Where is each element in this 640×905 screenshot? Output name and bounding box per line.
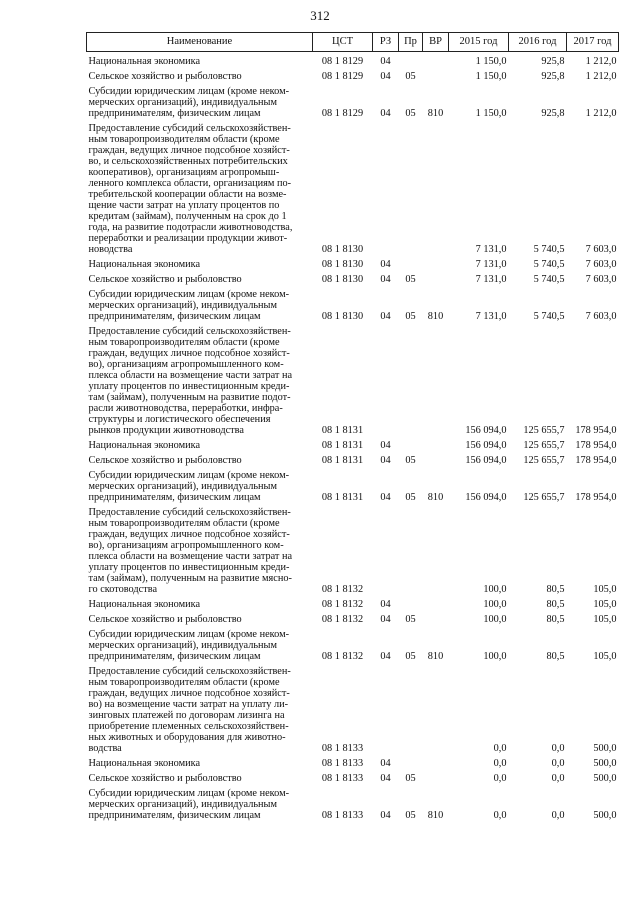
cell-rz: 04 (380, 492, 391, 503)
name-line: рынков продукции животноводства (88, 425, 244, 436)
name-line: граждан, ведущих личное подсобное хозяйст- (88, 688, 290, 699)
cell-2015: 156 094,0 (465, 425, 507, 436)
name-line: плекса области на возмещение части затрат на (88, 370, 293, 381)
cell-rz: 04 (380, 614, 391, 625)
name-line: мерческих организаций), индивидуальным (88, 640, 277, 651)
cell-2015: 1 150,0 (475, 56, 507, 67)
name-line: граждан, ведущих личное подсобное хозяйст- (88, 348, 290, 359)
cell-2017: 7 603,0 (585, 311, 617, 322)
cell-cst: 08 1 8131 (321, 425, 364, 436)
name-line: переработки и реализации продукции живот- (88, 233, 288, 244)
cell-cst: 08 1 8130 (321, 274, 364, 285)
name-line: граждан, ведущих личное подсобное хозяйст- (88, 145, 290, 156)
cell-rz (373, 119, 399, 255)
header-2015: 2015 год (449, 33, 509, 52)
cell-2015: 156 094,0 (465, 440, 507, 451)
cell-pr: 05 (405, 71, 416, 82)
table-row (87, 82, 619, 119)
header-rz: РЗ (373, 33, 399, 52)
name-line: водства (88, 743, 122, 754)
cell-2017: 7 603,0 (585, 259, 617, 270)
name-line: во) на возмещение части затрат на уплату ли- (88, 699, 289, 710)
table-body (87, 52, 619, 822)
name-line: Субсидии юридическим лицам (кроме неком- (88, 289, 290, 300)
cell-rz: 04 (380, 440, 391, 451)
name-line: плекса области на возмещение части затрат на (88, 551, 293, 562)
name-line: зинговых платежей по договорам лизинга на (88, 710, 285, 721)
cell-rz: 04 (380, 311, 391, 322)
table-row (87, 451, 619, 466)
cell-2017: 178 954,0 (575, 492, 617, 503)
name-line: требительской кооперации области на возме- (88, 189, 287, 200)
name-line: Предоставление субсидий сельскохозяйствен- (88, 326, 291, 337)
cell-2015: 100,0 (483, 599, 507, 610)
cell-2016: 80,5 (546, 651, 565, 662)
name-line: Субсидии юридическим лицам (кроме неком- (88, 629, 290, 640)
table-row (87, 255, 619, 270)
cell-2016: 125 655,7 (523, 492, 565, 503)
name-line: Субсидии юридическим лицам (кроме неком- (88, 470, 290, 481)
cell-pr: 05 (405, 274, 416, 285)
cell-pr (399, 322, 423, 436)
cell-cst: 08 1 8131 (321, 440, 364, 451)
budget-table (86, 32, 619, 821)
cell-2016: 5 740,5 (533, 311, 565, 322)
cell-pr (399, 503, 423, 595)
cell-vr: 810 (427, 108, 444, 119)
name-line: новодства (88, 244, 133, 255)
name-line: расли животноводства, переработки, инфра- (88, 403, 283, 414)
cell-vr (423, 67, 449, 82)
name-line: предпринимателям, физическим лицам (88, 810, 261, 821)
cell-cst: 08 1 8132 (321, 599, 364, 610)
table-row (87, 769, 619, 784)
cell-cst: 08 1 8133 (321, 758, 364, 769)
cell-vr: 810 (427, 311, 444, 322)
cell-2017: 500,0 (593, 773, 617, 784)
cell-2016: 5 740,5 (533, 244, 565, 255)
cell-2016: 925,8 (541, 71, 565, 82)
cell-vr (423, 270, 449, 285)
cell-name (87, 754, 313, 769)
header-name: Наименование (87, 33, 313, 52)
name-line: Сельское хозяйство и рыболовство (88, 71, 242, 82)
cell-pr (399, 662, 423, 754)
cell-2017: 105,0 (593, 599, 617, 610)
cell-rz: 04 (380, 56, 391, 67)
cell-2016: 5 740,5 (533, 274, 565, 285)
name-line: Сельское хозяйство и рыболовство (88, 614, 242, 625)
cell-2016: 80,5 (546, 599, 565, 610)
name-line: Национальная экономика (88, 758, 201, 769)
cell-2015: 1 150,0 (475, 108, 507, 119)
name-line: во), организациям агропромышленного ком- (88, 540, 284, 551)
cell-name (87, 784, 313, 821)
table-row (87, 466, 619, 503)
cell-pr (399, 255, 423, 270)
name-line: ных животных и оборудования для животно- (88, 732, 286, 743)
name-line: ным товаропроизводителям области (кроме (88, 518, 280, 529)
cell-2015: 7 131,0 (475, 259, 507, 270)
cell-pr (399, 52, 423, 68)
cell-2016: 80,5 (546, 614, 565, 625)
cell-2016: 925,8 (541, 108, 565, 119)
table-row (87, 270, 619, 285)
header-vr: ВР (423, 33, 449, 52)
cell-2017: 178 954,0 (575, 455, 617, 466)
cell-vr (423, 119, 449, 255)
name-line: уплату процентов по инвестиционным креди- (88, 381, 290, 392)
name-line: Национальная экономика (88, 440, 201, 451)
cell-rz: 04 (380, 108, 391, 119)
cell-2017: 1 212,0 (585, 71, 617, 82)
cell-2015: 156 094,0 (465, 492, 507, 503)
table-row (87, 52, 619, 68)
cell-cst: 08 1 8131 (321, 492, 364, 503)
cell-cst: 08 1 8129 (321, 108, 364, 119)
cell-name (87, 255, 313, 270)
cell-2015: 0,0 (493, 810, 507, 821)
cell-2016: 125 655,7 (523, 425, 565, 436)
cell-name (87, 285, 313, 322)
cell-name (87, 82, 313, 119)
cell-2015: 0,0 (493, 743, 507, 754)
cell-pr: 05 (405, 108, 416, 119)
name-line: Предоставление субсидий сельскохозяйствен- (88, 507, 291, 518)
cell-rz: 04 (380, 651, 391, 662)
name-line: там (займам), полученным на развитие мясно- (88, 573, 292, 584)
name-line: Сельское хозяйство и рыболовство (88, 773, 242, 784)
cell-2015: 0,0 (493, 773, 507, 784)
header-2017: 2017 год (567, 33, 619, 52)
cell-name (87, 610, 313, 625)
cell-rz: 04 (380, 758, 391, 769)
cell-pr (399, 436, 423, 451)
name-line: Национальная экономика (88, 599, 201, 610)
cell-cst: 08 1 8131 (321, 455, 364, 466)
table-row (87, 784, 619, 821)
cell-vr (423, 595, 449, 610)
table-row (87, 625, 619, 662)
header-2016: 2016 год (509, 33, 567, 52)
table-row (87, 610, 619, 625)
cell-cst: 08 1 8129 (321, 56, 364, 67)
cell-rz (373, 503, 399, 595)
cell-rz: 04 (380, 599, 391, 610)
cell-2017: 105,0 (593, 584, 617, 595)
cell-name (87, 436, 313, 451)
cell-vr: 810 (427, 810, 444, 821)
table-row (87, 754, 619, 769)
cell-name (87, 52, 313, 68)
name-line: Национальная экономика (88, 56, 201, 67)
cell-2016: 125 655,7 (523, 440, 565, 451)
name-line: Предоставление субсидий сельскохозяйствен- (88, 666, 291, 677)
name-line: кооперативов), организациям агропромыш- (88, 167, 280, 178)
cell-name (87, 662, 313, 754)
cell-name (87, 466, 313, 503)
cell-rz (373, 662, 399, 754)
cell-pr (399, 754, 423, 769)
cell-name (87, 769, 313, 784)
cell-2015: 7 131,0 (475, 274, 507, 285)
name-line: щение части затрат на уплату процентов по (88, 200, 280, 211)
cell-vr: 810 (427, 651, 444, 662)
header-row (87, 33, 619, 52)
cell-2015: 100,0 (483, 614, 507, 625)
name-line: Сельское хозяйство и рыболовство (88, 274, 242, 285)
name-line: структуры и логистического обеспечения (88, 414, 271, 425)
cell-cst: 08 1 8132 (321, 651, 364, 662)
cell-rz: 04 (380, 773, 391, 784)
name-line: Сельское хозяйство и рыболовство (88, 455, 242, 466)
cell-2017: 1 212,0 (585, 108, 617, 119)
cell-pr: 05 (405, 492, 416, 503)
cell-cst: 08 1 8129 (321, 71, 364, 82)
cell-name (87, 595, 313, 610)
cell-pr: 05 (405, 651, 416, 662)
cell-vr (423, 769, 449, 784)
cell-rz (373, 322, 399, 436)
table-row (87, 595, 619, 610)
cell-rz: 04 (380, 71, 391, 82)
name-line: мерческих организаций), индивидуальным (88, 97, 277, 108)
header-cst: ЦСТ (313, 33, 373, 52)
cell-2016: 0,0 (551, 773, 565, 784)
cell-name (87, 119, 313, 255)
cell-rz: 04 (380, 259, 391, 270)
cell-cst: 08 1 8130 (321, 259, 364, 270)
cell-vr: 810 (427, 492, 444, 503)
cell-name (87, 270, 313, 285)
cell-2016: 5 740,5 (533, 259, 565, 270)
cell-2015: 100,0 (483, 584, 507, 595)
cell-pr: 05 (405, 773, 416, 784)
cell-name (87, 322, 313, 436)
cell-2017: 178 954,0 (575, 440, 617, 451)
cell-cst: 08 1 8133 (321, 810, 364, 821)
name-line: ленного комплекса области, организациям по- (88, 178, 292, 189)
cell-cst: 08 1 8133 (321, 773, 364, 784)
name-line: граждан, ведущих личное подсобное хозяйст- (88, 529, 290, 540)
cell-2017: 105,0 (593, 651, 617, 662)
cell-2016: 80,5 (546, 584, 565, 595)
name-line: во, и сельскохозяйственных потребительских (88, 156, 288, 167)
cell-cst: 08 1 8130 (321, 244, 364, 255)
name-line: Субсидии юридическим лицам (кроме неком- (88, 86, 290, 97)
name-line: предпринимателям, физическим лицам (88, 311, 261, 322)
cell-vr (423, 503, 449, 595)
table-row (87, 662, 619, 754)
cell-rz: 04 (380, 274, 391, 285)
cell-2015: 0,0 (493, 758, 507, 769)
name-line: во), организациям агропромышленного ком- (88, 359, 284, 370)
cell-vr (423, 662, 449, 754)
cell-2016: 0,0 (551, 810, 565, 821)
cell-2017: 105,0 (593, 614, 617, 625)
cell-cst: 08 1 8130 (321, 311, 364, 322)
cell-rz: 04 (380, 455, 391, 466)
page-number: 312 (310, 8, 330, 23)
cell-2015: 7 131,0 (475, 244, 507, 255)
name-line: мерческих организаций), индивидуальным (88, 799, 277, 810)
name-line: предпринимателям, физическим лицам (88, 651, 261, 662)
cell-2017: 7 603,0 (585, 274, 617, 285)
cell-2016: 0,0 (551, 758, 565, 769)
cell-vr (423, 436, 449, 451)
cell-2016: 125 655,7 (523, 455, 565, 466)
table-row (87, 119, 619, 255)
cell-2017: 500,0 (593, 758, 617, 769)
name-line: Субсидии юридическим лицам (кроме неком- (88, 788, 290, 799)
name-line: предпринимателям, физическим лицам (88, 108, 261, 119)
cell-cst: 08 1 8132 (321, 614, 364, 625)
table-row (87, 436, 619, 451)
cell-name (87, 503, 313, 595)
cell-vr (423, 610, 449, 625)
name-line: приобретение племенных сельскохозяйствен- (88, 721, 289, 732)
table-row (87, 285, 619, 322)
name-line: го скотоводства (88, 584, 158, 595)
name-line: там (займам), полученным на развитие подот- (88, 392, 291, 403)
cell-vr (423, 52, 449, 68)
cell-cst: 08 1 8132 (321, 584, 364, 595)
cell-vr (423, 754, 449, 769)
cell-2017: 500,0 (593, 743, 617, 754)
cell-pr (399, 119, 423, 255)
cell-pr (399, 595, 423, 610)
cell-vr (423, 255, 449, 270)
name-line: ным товаропроизводителям области (кроме (88, 337, 280, 348)
cell-name (87, 67, 313, 82)
cell-vr (423, 322, 449, 436)
name-line: кредитам (займам), полученным на срок до 1 (88, 211, 287, 222)
cell-2016: 0,0 (551, 743, 565, 754)
cell-2015: 7 131,0 (475, 311, 507, 322)
cell-pr: 05 (405, 455, 416, 466)
cell-name (87, 451, 313, 466)
cell-2015: 1 150,0 (475, 71, 507, 82)
name-line: предпринимателям, физическим лицам (88, 492, 261, 503)
cell-cst: 08 1 8133 (321, 743, 364, 754)
table-row (87, 322, 619, 436)
cell-pr: 05 (405, 311, 416, 322)
cell-rz: 04 (380, 810, 391, 821)
name-line: года, на развитие подотрасли животноводства, (88, 222, 293, 233)
name-line: мерческих организаций), индивидуальным (88, 300, 277, 311)
cell-2015: 156 094,0 (465, 455, 507, 466)
cell-2017: 178 954,0 (575, 425, 617, 436)
cell-name (87, 625, 313, 662)
name-line: Национальная экономика (88, 259, 201, 270)
cell-vr (423, 451, 449, 466)
cell-2017: 500,0 (593, 810, 617, 821)
table-row (87, 67, 619, 82)
cell-2015: 100,0 (483, 651, 507, 662)
cell-pr: 05 (405, 614, 416, 625)
table-header (87, 33, 619, 52)
cell-pr: 05 (405, 810, 416, 821)
table-row (87, 503, 619, 595)
name-line: мерческих организаций), индивидуальным (88, 481, 277, 492)
cell-2016: 925,8 (541, 56, 565, 67)
name-line: Предоставление субсидий сельскохозяйствен- (88, 123, 291, 134)
name-line: уплату процентов по инвестиционным креди- (88, 562, 290, 573)
cell-2017: 1 212,0 (585, 56, 617, 67)
name-line: ным товаропроизводителям области (кроме (88, 677, 280, 688)
header-pr: Пр (399, 33, 423, 52)
cell-2017: 7 603,0 (585, 244, 617, 255)
name-line: ным товаропроизводителям области (кроме (88, 134, 280, 145)
